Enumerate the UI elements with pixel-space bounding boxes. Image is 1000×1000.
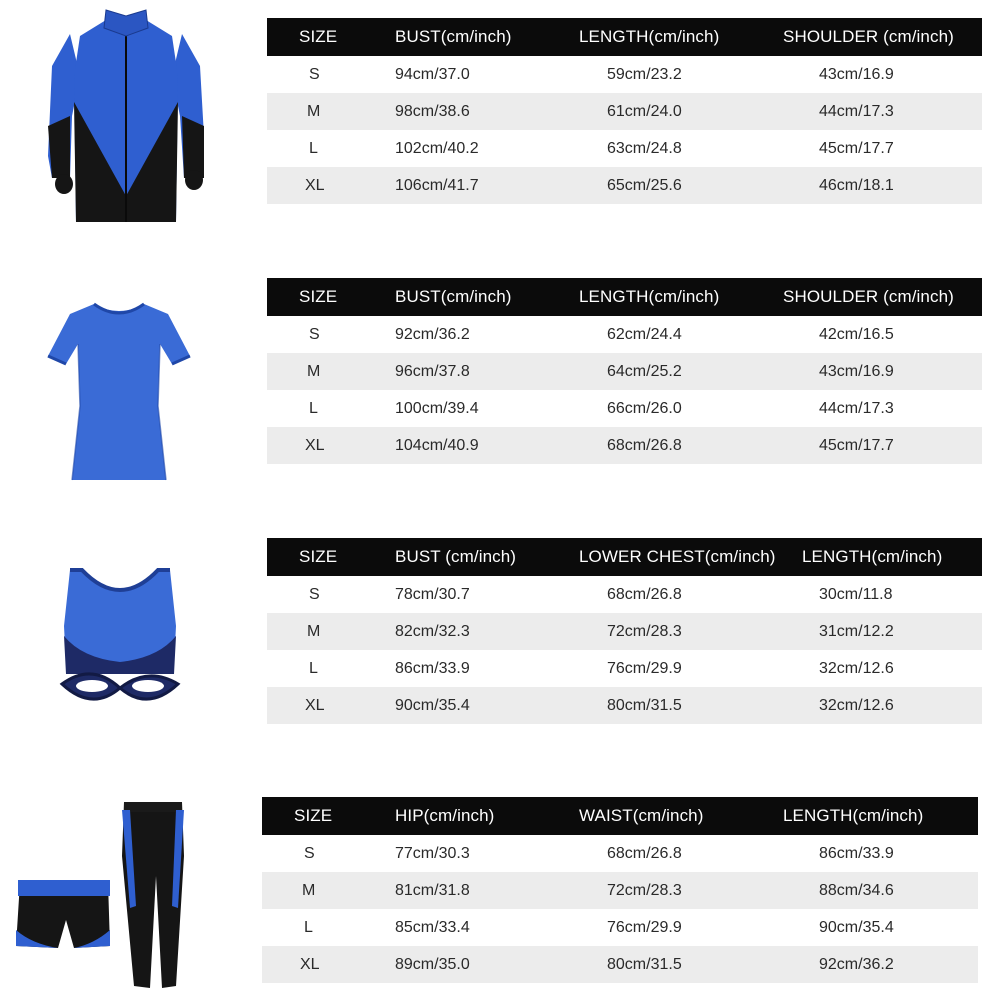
- value-cell: 76cm/29.9: [607, 659, 682, 677]
- value-cell: 59cm/23.2: [607, 65, 682, 83]
- value-cell: 89cm/35.0: [395, 955, 470, 973]
- value-cell: 81cm/31.8: [395, 881, 470, 899]
- value-cell: 72cm/28.3: [607, 622, 682, 640]
- value-cell: 85cm/33.4: [395, 918, 470, 936]
- size-cell: S: [309, 585, 320, 603]
- value-cell: 32cm/12.6: [819, 696, 894, 714]
- value-cell: 42cm/16.5: [819, 325, 894, 343]
- value-cell: 82cm/32.3: [395, 622, 470, 640]
- value-cell: 62cm/24.4: [607, 325, 682, 343]
- bottoms-size-table: [262, 797, 978, 983]
- value-cell: 96cm/37.8: [395, 362, 470, 380]
- jacket-icon: [40, 6, 212, 224]
- table-header: [267, 538, 982, 576]
- table-header: [267, 278, 982, 316]
- value-cell: 43cm/16.9: [819, 362, 894, 380]
- table-row: [267, 56, 982, 93]
- tshirt-size-table: [267, 278, 982, 464]
- value-cell: 32cm/12.6: [819, 659, 894, 677]
- header-col-2: LOWER CHEST(cm/inch): [579, 547, 776, 566]
- value-cell: 86cm/33.9: [395, 659, 470, 677]
- value-cell: 61cm/24.0: [607, 102, 682, 120]
- table-row: [267, 650, 982, 687]
- value-cell: 44cm/17.3: [819, 399, 894, 417]
- table-row: [267, 167, 982, 204]
- size-cell: M: [307, 622, 321, 640]
- value-cell: 78cm/30.7: [395, 585, 470, 603]
- table-row: [267, 576, 982, 613]
- header-size: SIZE: [299, 287, 338, 306]
- value-cell: 80cm/31.5: [607, 955, 682, 973]
- header-col-3: LENGTH(cm/inch): [783, 806, 924, 825]
- size-cell: L: [304, 918, 313, 936]
- sports-bra-icon: [52, 566, 188, 712]
- table-row: [262, 909, 978, 946]
- value-cell: 104cm/40.9: [395, 436, 479, 454]
- value-cell: 76cm/29.9: [607, 918, 682, 936]
- value-cell: 68cm/26.8: [607, 436, 682, 454]
- table-header: [262, 797, 978, 835]
- size-cell: L: [309, 659, 318, 677]
- value-cell: 88cm/34.6: [819, 881, 894, 899]
- header-size: SIZE: [299, 27, 338, 46]
- size-cell: M: [302, 881, 316, 899]
- value-cell: 94cm/37.0: [395, 65, 470, 83]
- value-cell: 80cm/31.5: [607, 696, 682, 714]
- size-cell: S: [304, 844, 315, 862]
- value-cell: 44cm/17.3: [819, 102, 894, 120]
- value-cell: 31cm/12.2: [819, 622, 894, 640]
- header-col-2: LENGTH(cm/inch): [579, 287, 720, 306]
- value-cell: 43cm/16.9: [819, 65, 894, 83]
- size-cell: L: [309, 139, 318, 157]
- shorts-leggings-icon: [12, 796, 202, 992]
- header-col-3: SHOULDER (cm/inch): [783, 27, 954, 46]
- table-row: [262, 835, 978, 872]
- header-col-2: WAIST(cm/inch): [579, 806, 704, 825]
- value-cell: 66cm/26.0: [607, 399, 682, 417]
- table-row: [267, 390, 982, 427]
- value-cell: 63cm/24.8: [607, 139, 682, 157]
- sports-bra-size-table: [267, 538, 982, 724]
- size-cell: XL: [305, 436, 325, 454]
- tshirt-icon: [44, 296, 194, 484]
- value-cell: 30cm/11.8: [819, 585, 893, 603]
- header-size: SIZE: [299, 547, 338, 566]
- table-row: [267, 687, 982, 724]
- value-cell: 90cm/35.4: [395, 696, 470, 714]
- value-cell: 102cm/40.2: [395, 139, 479, 157]
- table-row: [267, 93, 982, 130]
- size-cell: L: [309, 399, 318, 417]
- value-cell: 68cm/26.8: [607, 844, 682, 862]
- value-cell: 92cm/36.2: [819, 955, 894, 973]
- size-cell: S: [309, 65, 320, 83]
- table-row: [267, 316, 982, 353]
- size-cell: M: [307, 102, 321, 120]
- table-row: [262, 946, 978, 983]
- value-cell: 92cm/36.2: [395, 325, 470, 343]
- header-col-3: LENGTH(cm/inch): [802, 547, 943, 566]
- value-cell: 90cm/35.4: [819, 918, 894, 936]
- header-col-1: BUST(cm/inch): [395, 287, 512, 306]
- header-col-2: LENGTH(cm/inch): [579, 27, 720, 46]
- value-cell: 77cm/30.3: [395, 844, 470, 862]
- value-cell: 100cm/39.4: [395, 399, 479, 417]
- jacket-size-table: [267, 18, 982, 204]
- size-cell: XL: [305, 176, 325, 194]
- header-size: SIZE: [294, 806, 333, 825]
- header-col-3: SHOULDER (cm/inch): [783, 287, 954, 306]
- size-cell: M: [307, 362, 321, 380]
- value-cell: 72cm/28.3: [607, 881, 682, 899]
- table-row: [267, 613, 982, 650]
- table-row: [267, 353, 982, 390]
- value-cell: 98cm/38.6: [395, 102, 470, 120]
- header-col-1: HIP(cm/inch): [395, 806, 495, 825]
- size-cell: XL: [300, 955, 320, 973]
- size-cell: S: [309, 325, 320, 343]
- size-cell: XL: [305, 696, 325, 714]
- header-col-1: BUST (cm/inch): [395, 547, 517, 566]
- value-cell: 45cm/17.7: [819, 139, 894, 157]
- table-header: [267, 18, 982, 56]
- header-col-1: BUST(cm/inch): [395, 27, 512, 46]
- value-cell: 86cm/33.9: [819, 844, 894, 862]
- value-cell: 68cm/26.8: [607, 585, 682, 603]
- value-cell: 106cm/41.7: [395, 176, 479, 194]
- table-row: [267, 427, 982, 464]
- value-cell: 46cm/18.1: [819, 176, 894, 194]
- value-cell: 45cm/17.7: [819, 436, 894, 454]
- table-row: [262, 872, 978, 909]
- value-cell: 64cm/25.2: [607, 362, 682, 380]
- value-cell: 65cm/25.6: [607, 176, 682, 194]
- table-row: [267, 130, 982, 167]
